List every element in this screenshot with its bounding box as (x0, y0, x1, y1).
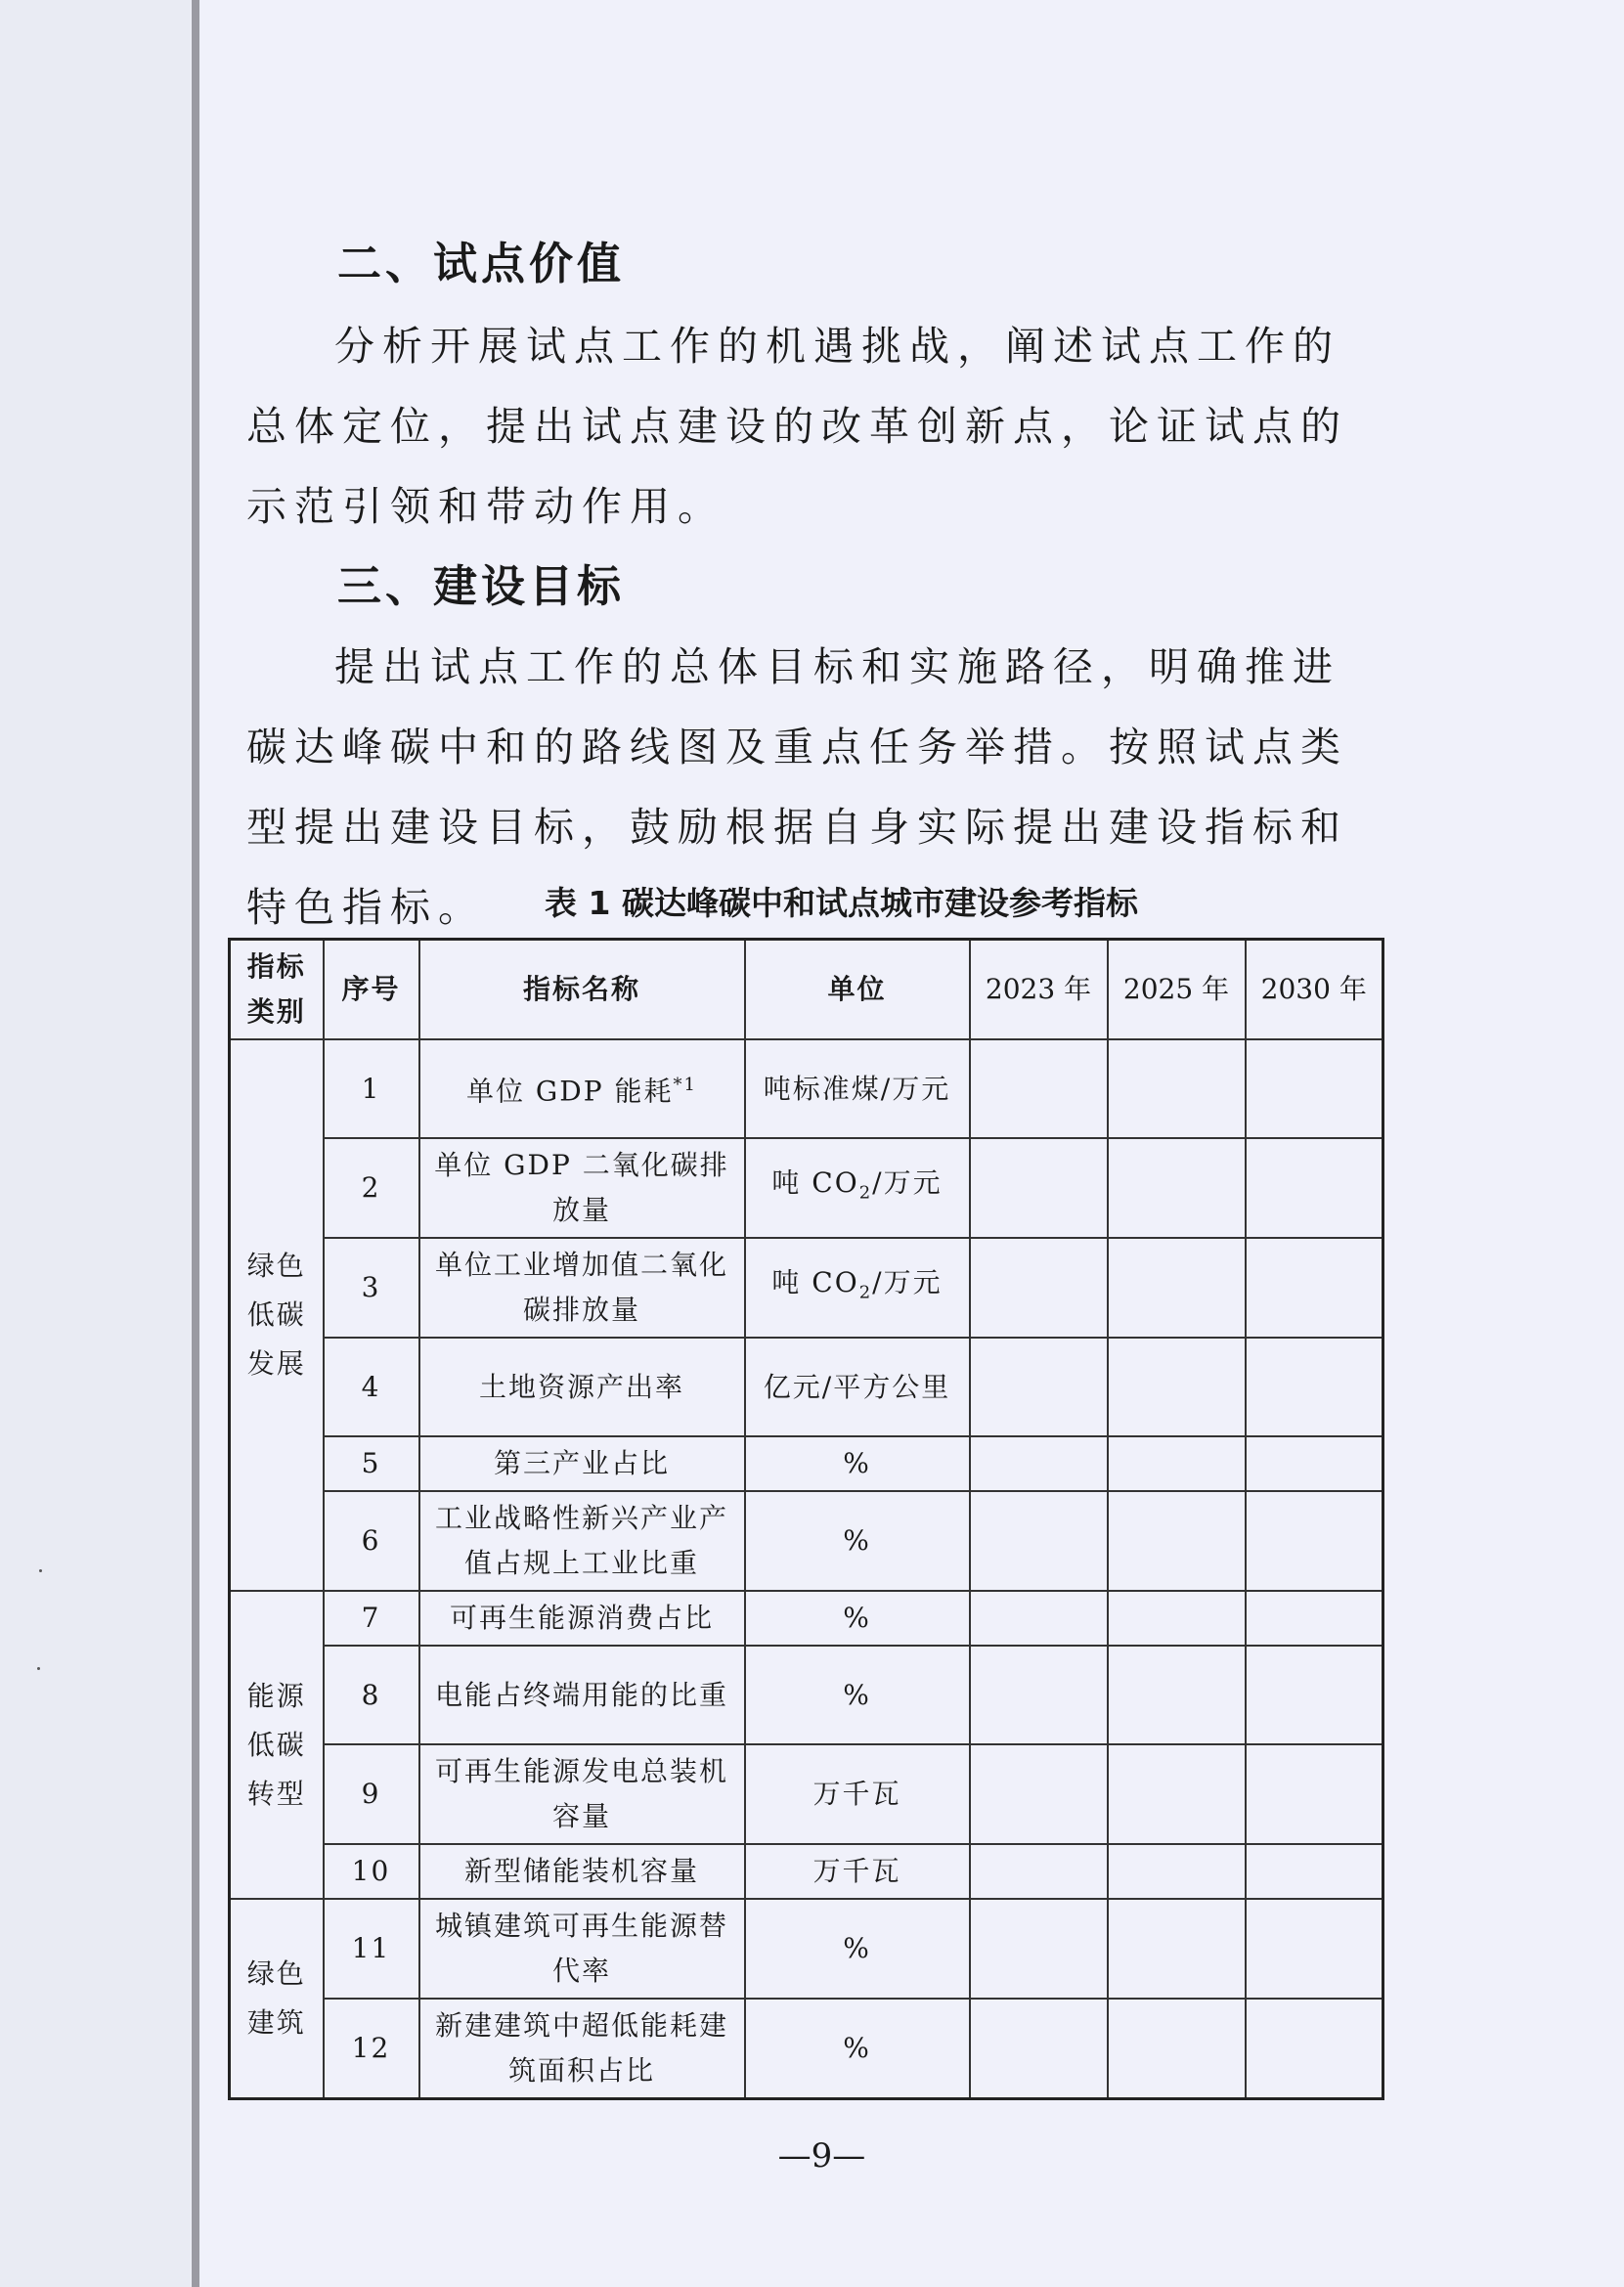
section-heading-goals: 三、建设目标 (337, 560, 626, 612)
indicator-unit: 吨 $CO_2/$万元 (745, 1138, 970, 1238)
value-2025 (1108, 1744, 1246, 1844)
value-2023 (970, 1138, 1108, 1238)
section-paragraph-pilot-value: 分析开展试点工作的机遇挑战，阐述试点工作的总体定位，提出试点建设的改革创新点，论证试点的示范引领和带动作用。 (246, 323, 1348, 530)
header-2023: 2023 年 (970, 940, 1108, 1040)
indicator-unit: 万千瓦 (745, 1844, 970, 1899)
table-caption: 表 1 碳达峰碳中和试点城市建设参考指标 (545, 884, 1138, 922)
indicator-unit: % (745, 1999, 970, 2099)
row-number: 5 (324, 1436, 419, 1491)
section-paragraph-goals: 提出试点工作的总体目标和实施路径，明确推进碳达峰碳中和的路线图及重点任务举措。按照试点类型提出建设目标，鼓励根据自身实际提出建设指标和特色指标。 (246, 643, 1348, 931)
value-2030 (1246, 1491, 1383, 1591)
value-2023 (970, 1338, 1108, 1436)
table-row (230, 1744, 1383, 1844)
table-row (230, 1591, 1383, 1646)
value-2030 (1246, 1338, 1383, 1436)
indicator-unit: % (745, 1491, 970, 1591)
header-2025: 2025 年 (1108, 940, 1246, 1040)
indicator-unit: 亿元/平方公里 (745, 1338, 970, 1436)
indicator-name: 可再生能源消费占比 (419, 1591, 745, 1646)
value-2023 (970, 1238, 1108, 1338)
value-2025 (1108, 1899, 1246, 1999)
row-number: 10 (324, 1844, 419, 1899)
table-row (230, 1338, 1383, 1436)
indicator-name: 土地资源产出率 (419, 1338, 745, 1436)
indicator-unit: 吨 $CO_2/$万元 (745, 1238, 970, 1338)
value-2023 (970, 1491, 1108, 1591)
value-2023 (970, 1844, 1108, 1899)
value-2023 (970, 1039, 1108, 1138)
value-2025 (1108, 1999, 1246, 2099)
value-2025 (1108, 1238, 1246, 1338)
header-unit: 单位 (745, 940, 970, 1040)
value-2023 (970, 1744, 1108, 1844)
row-number: 2 (324, 1138, 419, 1238)
value-2023 (970, 1591, 1108, 1646)
table-row (230, 1436, 1383, 1491)
category-cell: 绿色建筑 (230, 1899, 324, 2099)
value-2030 (1246, 1999, 1383, 2099)
row-number: 11 (324, 1899, 419, 1999)
value-2025 (1108, 1039, 1246, 1138)
table-row (230, 1844, 1383, 1899)
indicator-name: 新型储能装机容量 (419, 1844, 745, 1899)
table-row (230, 1238, 1383, 1338)
table-row (230, 1039, 1383, 1138)
header-2030: 2030 年 (1246, 940, 1383, 1040)
value-2030 (1246, 1844, 1383, 1899)
indicator-unit: % (745, 1436, 970, 1491)
row-number: 1 (324, 1039, 419, 1138)
value-2023 (970, 1646, 1108, 1744)
value-2030 (1246, 1238, 1383, 1338)
indicator-name: 单位 GDP 二氧化碳排放量 (419, 1138, 745, 1238)
row-number: 7 (324, 1591, 419, 1646)
indicator-unit: 吨标准煤/万元 (745, 1039, 970, 1138)
scan-speck (37, 1667, 40, 1670)
value-2025 (1108, 1844, 1246, 1899)
value-2030 (1246, 1436, 1383, 1491)
binding-margin (0, 0, 191, 2287)
header-indicator-name: 指标名称 (419, 940, 745, 1040)
page-number: —9— (777, 2136, 866, 2176)
category-cell: 能源低碳转型 (230, 1591, 324, 1899)
indicator-name: 单位 GDP 能耗$^{*1}$ (419, 1039, 745, 1138)
row-number: 3 (324, 1238, 419, 1338)
indicator-unit: % (745, 1646, 970, 1744)
value-2030 (1246, 1591, 1383, 1646)
table-header-row (230, 940, 1383, 1040)
value-2025 (1108, 1436, 1246, 1491)
row-number: 4 (324, 1338, 419, 1436)
indicator-unit: % (745, 1899, 970, 1999)
table-row (230, 1491, 1383, 1591)
table-row (230, 1899, 1383, 1999)
category-cell: 绿色低碳发展 (230, 1039, 324, 1591)
row-number: 8 (324, 1646, 419, 1744)
table-row (230, 1999, 1383, 2099)
indicator-table (228, 938, 1384, 2100)
value-2023 (970, 1436, 1108, 1491)
value-2030 (1246, 1039, 1383, 1138)
indicator-unit: 万千瓦 (745, 1744, 970, 1844)
value-2025 (1108, 1138, 1246, 1238)
value-2030 (1246, 1744, 1383, 1844)
scan-speck (39, 1569, 42, 1572)
row-number: 9 (324, 1744, 419, 1844)
table-row (230, 1138, 1383, 1238)
indicator-unit: % (745, 1591, 970, 1646)
indicator-name: 城镇建筑可再生能源替代率 (419, 1899, 745, 1999)
value-2025 (1108, 1491, 1246, 1591)
row-number: 12 (324, 1999, 419, 2099)
row-number: 6 (324, 1491, 419, 1591)
value-2030 (1246, 1138, 1383, 1238)
value-2030 (1246, 1646, 1383, 1744)
indicator-name: 单位工业增加值二氧化碳排放量 (419, 1238, 745, 1338)
section-heading-pilot-value: 二、试点价值 (337, 238, 626, 289)
value-2023 (970, 1999, 1108, 2099)
value-2025 (1108, 1646, 1246, 1744)
indicator-name: 新建建筑中超低能耗建筑面积占比 (419, 1999, 745, 2099)
value-2025 (1108, 1338, 1246, 1436)
value-2030 (1246, 1899, 1383, 1999)
indicator-name: 第三产业占比 (419, 1436, 745, 1491)
binding-edge (192, 0, 199, 2287)
indicator-name: 可再生能源发电总装机容量 (419, 1744, 745, 1844)
value-2025 (1108, 1591, 1246, 1646)
header-category: 指标类别 (230, 940, 324, 1040)
indicator-name: 电能占终端用能的比重 (419, 1646, 745, 1744)
value-2023 (970, 1899, 1108, 1999)
header-number: 序号 (324, 940, 419, 1040)
table-row (230, 1646, 1383, 1744)
indicator-name: 工业战略性新兴产业产值占规上工业比重 (419, 1491, 745, 1591)
